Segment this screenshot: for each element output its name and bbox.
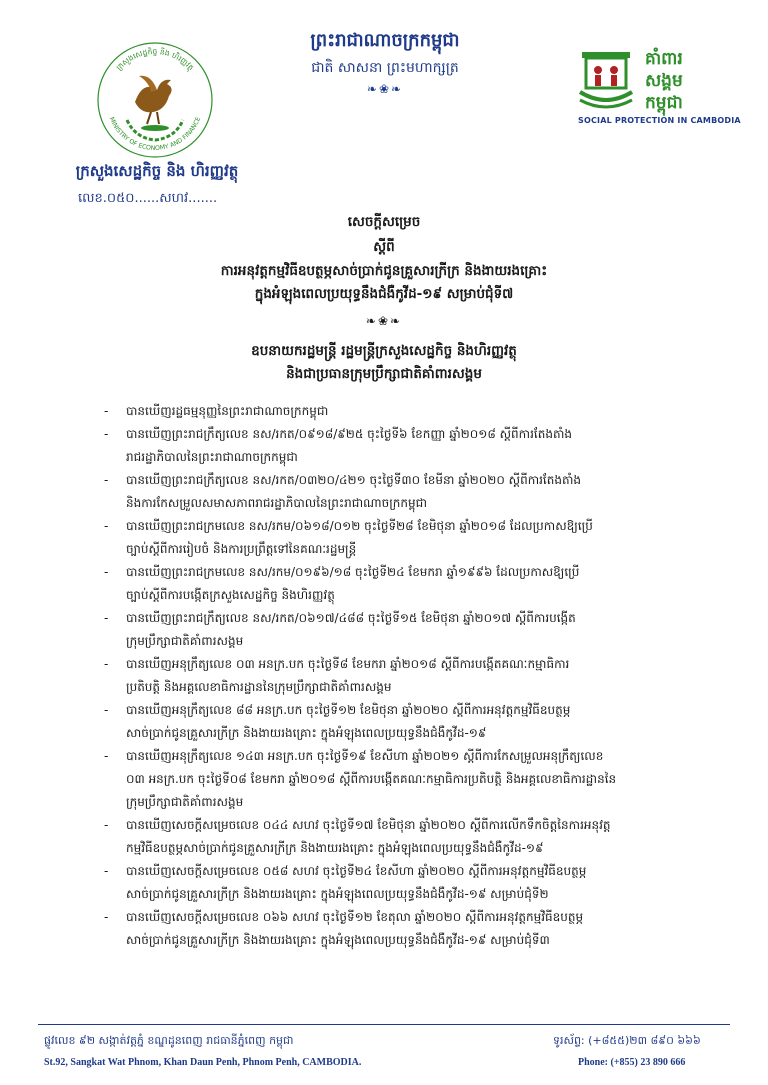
- reference-item: [104, 653, 714, 699]
- reference-line: បានឃើញព្រះរាជក្រឹត្យលេខ នស/រកត/០៩១៨/៩២៥ ចុះថ្ងៃទី៦ ខែកញ្ញា ឆ្នាំ២០១៨ ស្តីពីការតែងតាំង: [126, 427, 572, 441]
- reference-item: [104, 814, 714, 860]
- reference-item: [104, 561, 714, 607]
- list-bullet: -: [104, 749, 109, 763]
- letter-number: លេខ.០៥០......សហវ.......: [78, 191, 218, 206]
- reference-item: [104, 469, 714, 515]
- sp-logo-line-3: កម្ពុជា: [645, 93, 683, 113]
- sp-logo-line-1: គាំពារ: [645, 49, 683, 69]
- social-protection-logo-text: [645, 48, 725, 114]
- social-protection-english: SOCIAL PROTECTION IN CAMBODIA: [578, 116, 741, 125]
- reference-line: បានឃើញសេចក្តីសម្រេចលេខ ០៦៦ សហវ ចុះថ្ងៃទី១២ ខែតុលា ឆ្នាំ២០២០ ស្តីពីការអនុវត្តកម្មវិធីឧបត្ថម្ភ: [126, 910, 584, 924]
- footer-address-english: St.92, Sangkat Wat Phnom, Khan Daun Penh, Phnom Penh, CAMBODIA.: [44, 1057, 362, 1068]
- decision-subject-line-1: ការអនុវត្តកម្មវិធីឧបត្ថម្ភសាច់ប្រាក់ជូនគ្រួសារក្រីក្រ និងងាយរងគ្រោះ: [220, 263, 548, 279]
- reference-line: សាច់ប្រាក់ជូនគ្រួសារក្រីក្រ និងងាយរងគ្រោះ ក្នុងអំឡុងពេលប្រយុទ្ធនឹងជំងឺកូវីដ-១៩ សម្រាប់ជុំទី៣: [126, 933, 550, 947]
- decision-title: សេចក្តីសម្រេច: [347, 214, 421, 230]
- reference-line: និងការកែសម្រួលសមាសភាពរាជរដ្ឋាភិបាលនៃព្រះរាជាណាចក្រកម្ពុជា: [126, 496, 428, 510]
- reference-line: បានឃើញអនុក្រឹត្យលេខ ៨៨ អនក្រ.បក ចុះថ្ងៃទី១២ ខែមិថុនា ឆ្នាំ២០២០ ស្តីពីការអនុវត្តកម្មវិធីឧបត្ថម្ភ: [126, 703, 571, 717]
- reference-line: បានឃើញអនុក្រឹត្យលេខ ១៤៣ អនក្រ.បក ចុះថ្ងៃទី១៩ ខែសីហា ឆ្នាំ២០២១ ស្តីពីការកែសម្រួលអនុក្រឹត្យលេខ: [126, 749, 604, 763]
- seal-khmer-text: ក្រសួងសេដ្ឋកិច្ច និង ហិរញ្ញវត្ថុ: [114, 47, 196, 73]
- reference-line: បានឃើញសេចក្តីសម្រេចលេខ ០៤៤ សហវ ចុះថ្ងៃទី១៧ ខែមិថុនា ឆ្នាំ២០២០ ស្តីពីការលើកទឹកចិត្តនៃការអនុវត្ត: [126, 818, 611, 832]
- list-bullet: -: [104, 864, 109, 878]
- list-bullet: -: [104, 565, 109, 579]
- list-bullet: -: [104, 427, 109, 441]
- reference-line: រាជរដ្ឋាភិបាលនៃព្រះរាជាណាចក្រកម្ពុជា: [126, 450, 298, 464]
- reference-line: ០៣ អនក្រ.បក ចុះថ្ងៃទី០៨ ខែមករា ឆ្នាំ២០១៨ ស្តីពីការបង្កើតគណៈកម្មាធិការប្រតិបត្តិ និងអគ្គលេខាធិការដ្ឋាននៃ: [126, 772, 617, 786]
- reference-line: បានឃើញអនុក្រឹត្យលេខ ០៣ អនក្រ.បក ចុះថ្ងៃទី៨ ខែមករា ឆ្នាំ២០១៨ ស្តីពីការបង្កើតគណៈកម្មាធិការ: [126, 657, 570, 671]
- reference-line: ច្បាប់ស្តីពីការបង្កើតក្រសួងសេដ្ឋកិច្ច និងហិរញ្ញវត្ថុ: [126, 588, 335, 602]
- list-bullet: -: [104, 404, 109, 418]
- list-bullet: -: [104, 910, 109, 924]
- reference-line: សាច់ប្រាក់ជូនគ្រួសារក្រីក្រ និងងាយរងគ្រោះ ក្នុងអំឡុងពេលប្រយុទ្ធនឹងជំងឺកូវីដ-១៩: [126, 726, 487, 740]
- legal-references-list: [104, 400, 714, 952]
- reference-item: [104, 745, 714, 814]
- seal-english-text: MINISTRY OF ECONOMY AND FINANCE: [107, 116, 203, 153]
- reference-item: [104, 423, 714, 469]
- reference-item: [104, 607, 714, 653]
- footer-phone-english: Phone: (+855) 23 890 666: [578, 1057, 686, 1068]
- national-motto: ជាតិ សាសនា ព្រះមហាក្សត្រ: [311, 60, 459, 76]
- list-bullet: -: [104, 611, 109, 625]
- reference-item: [104, 699, 714, 745]
- reference-line: ប្រតិបត្តិ និងអគ្គលេខាធិការដ្ឋាននៃក្រុមប្រឹក្សាជាតិគាំពារសង្គម: [126, 680, 392, 694]
- reference-item: [104, 860, 714, 906]
- reference-item: [104, 400, 714, 423]
- title-ornament: ❧❀❧: [365, 314, 403, 328]
- decision-about: ស្តីពី: [373, 239, 395, 255]
- list-bullet: -: [104, 818, 109, 832]
- reference-item: [104, 906, 714, 952]
- list-bullet: -: [104, 519, 109, 533]
- list-bullet: -: [104, 473, 109, 487]
- motto-ornament: ❧❀❧: [366, 82, 404, 96]
- reference-line: សាច់ប្រាក់ជូនគ្រួសារក្រីក្រ និងងាយរងគ្រោះ ក្នុងអំឡុងពេលប្រយុទ្ធនឹងជំងឺកូវីដ-១៩ សម្រាប់ជុំទី២: [126, 887, 549, 901]
- reference-line: បានឃើញរដ្ឋធម្មនុញ្ញនៃព្រះរាជាណាចក្រកម្ពុជា: [126, 404, 329, 418]
- sp-logo-line-2: សង្គម: [645, 71, 683, 91]
- ministry-name: ក្រសួងសេដ្ឋកិច្ច និង ហិរញ្ញវត្ថុ: [75, 162, 239, 180]
- reference-line: ក្រុមប្រឹក្សាជាតិគាំពារសង្គម: [126, 634, 244, 648]
- kingdom-heading: ព្រះរាជាណាចក្រកម្ពុជា: [310, 30, 460, 51]
- reference-line: ច្បាប់ស្តីពីការរៀបចំ និងការប្រព្រឹត្តទៅនៃគណៈរដ្ឋមន្ត្រី: [126, 542, 357, 556]
- footer-address-khmer: ផ្លូវលេខ ៩២ សង្កាត់វត្តភ្នំ ខណ្ឌដូនពេញ រាជធានីភ្នំពេញ កម្ពុជា: [44, 1034, 294, 1047]
- reference-line: បានឃើញព្រះរាជក្រមលេខ នស/រកម/០១៩៦/១៨ ចុះថ្ងៃទី២៤ ខែមករា ឆ្នាំ១៩៩៦ ដែលប្រកាសឱ្យប្រើ: [126, 565, 580, 579]
- list-bullet: -: [104, 703, 109, 717]
- reference-line: កម្មវិធីឧបត្ថម្ភសាច់ប្រាក់ជូនគ្រួសារក្រីក្រ និងងាយរងគ្រោះ ក្នុងអំឡុងពេលប្រយុទ្ធនឹងជំងឺកូវីដ-១៩: [126, 841, 544, 855]
- list-bullet: -: [104, 657, 109, 671]
- reference-item: [104, 515, 714, 561]
- footer-phone-khmer: ទូរស័ព្ទ: (+៨៥៥)២៣ ៨៩០ ៦៦៦: [553, 1034, 701, 1047]
- authority-line-2: និងជាប្រធានក្រុមប្រឹក្សាជាតិគាំពារសង្គម: [286, 366, 482, 382]
- footer-divider: [38, 1024, 730, 1025]
- social-protection-emblem-icon: [578, 48, 634, 112]
- authority-line-1: ឧបនាយករដ្ឋមន្ត្រី រដ្ឋមន្ត្រីក្រសួងសេដ្ឋកិច្ច និងហិរញ្ញវត្ថុ: [251, 343, 517, 359]
- decision-subject-line-2: ក្នុងអំឡុងពេលប្រយុទ្ធនឹងជំងឺកូវីដ-១៩ សម្រាប់ជុំទី៧: [254, 286, 514, 302]
- reference-line: បានឃើញព្រះរាជក្រឹត្យលេខ នស/រកត/០៣២០/៤២១ ចុះថ្ងៃទី៣០ ខែមីនា ឆ្នាំ២០២០ ស្តីពីការតែងតាំង: [126, 473, 582, 487]
- reference-line: បានឃើញព្រះរាជក្រឹត្យលេខ នស/រកត/០៦១៧/៤៨៨ ចុះថ្ងៃទី១៥ ខែមិថុនា ឆ្នាំ២០១៧ ស្តីពីការបង្កើត: [126, 611, 576, 625]
- ministry-seal-logo: [95, 40, 215, 160]
- reference-line: ក្រុមប្រឹក្សាជាតិគាំពារសង្គម: [126, 795, 244, 809]
- reference-line: បានឃើញសេចក្តីសម្រេចលេខ ០៥៨ សហវ ចុះថ្ងៃទី២៤ ខែសីហា ឆ្នាំ២០២០ ស្តីពីការអនុវត្តកម្មវិធីឧបត្ថម្ភ: [126, 864, 587, 878]
- reference-line: បានឃើញព្រះរាជក្រមលេខ នស/រកម/០៦១៨/០១២ ចុះថ្ងៃទី២៨ ខែមិថុនា ឆ្នាំ២០១៨ ដែលប្រកាសឱ្យប្រើ: [126, 519, 593, 533]
